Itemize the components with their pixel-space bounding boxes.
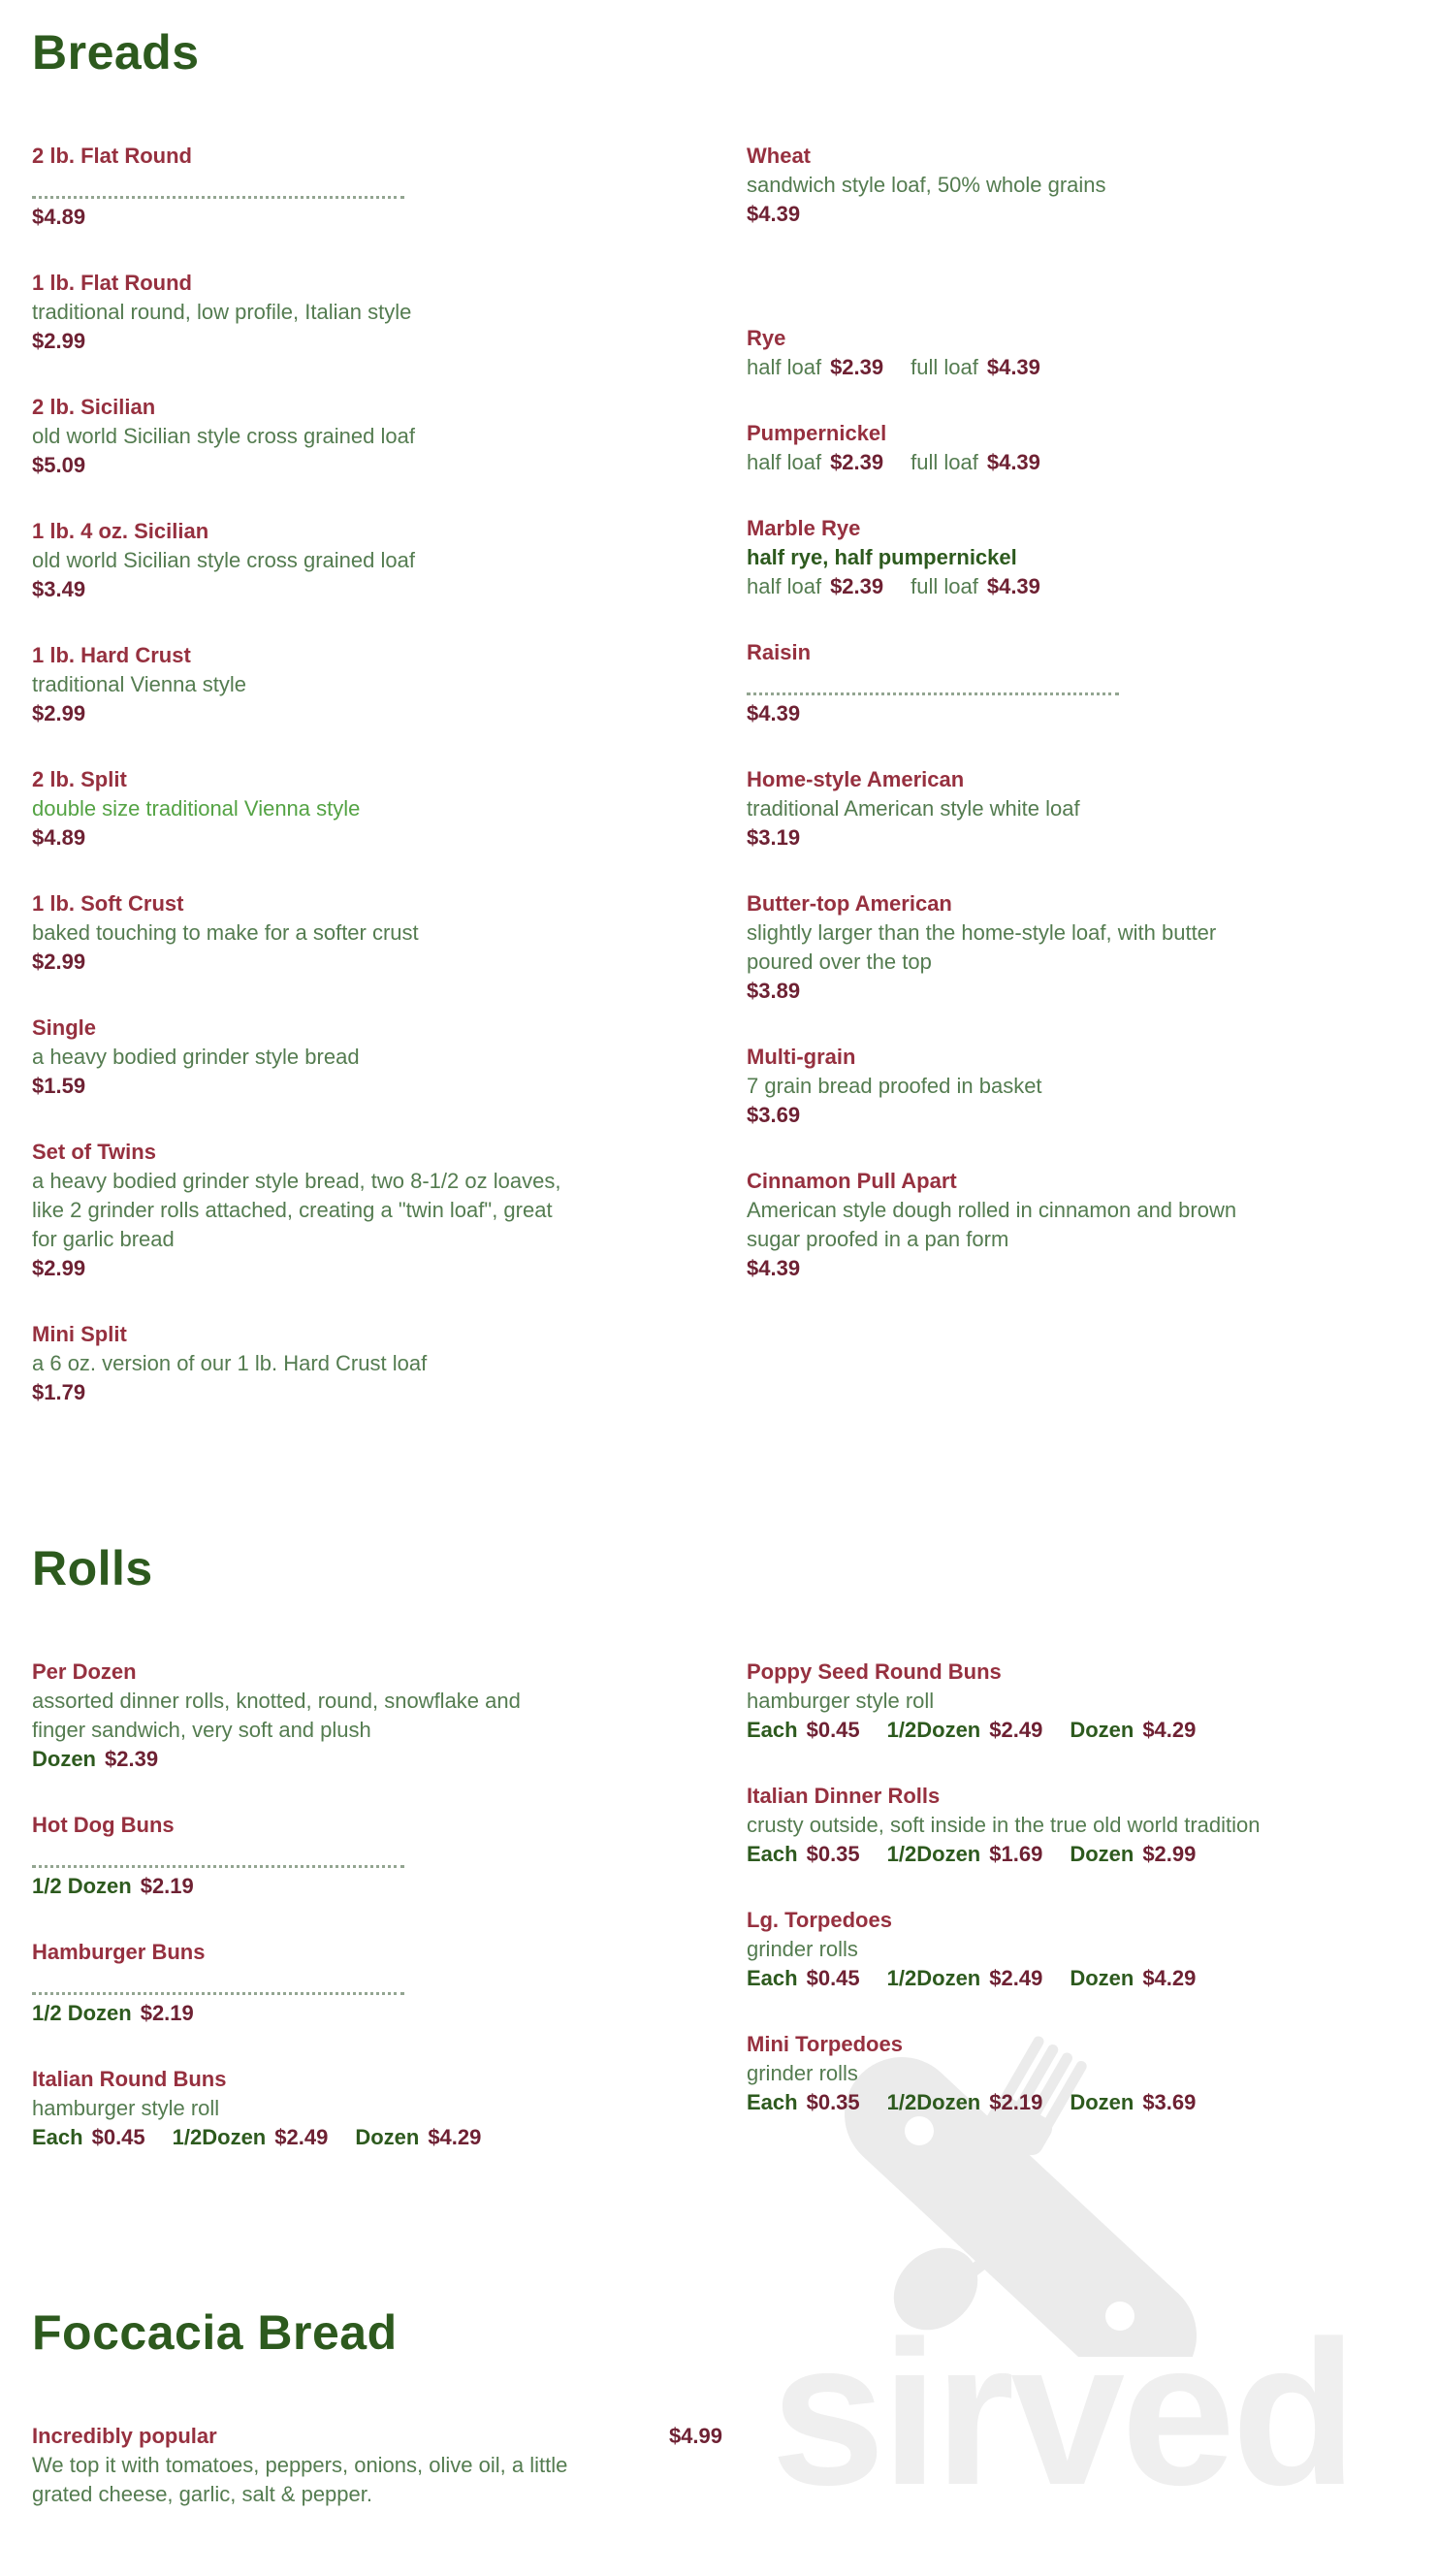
item-description: crusty outside, soft inside in the true old world tradition [747, 1813, 1261, 1837]
price-pair [911, 450, 1040, 474]
price-pair [32, 329, 85, 353]
price-value: $0.35 [806, 1842, 860, 1866]
item-name: 2 lb. Sicilian [32, 395, 156, 419]
price-pair [747, 202, 800, 226]
item-description: old world Sicilian style cross grained loaf [32, 548, 415, 572]
menu-item [747, 1906, 1387, 1993]
price-pair [32, 1747, 158, 1771]
price-line [747, 699, 1387, 728]
item-description: a 6 oz. version of our 1 lb. Hard Crust loaf [32, 1351, 428, 1375]
price-label: Each [747, 1718, 798, 1742]
price-pair [747, 1718, 860, 1742]
price-line [32, 451, 456, 480]
item-description: grinder rolls [747, 2061, 858, 2085]
price-line [32, 823, 456, 853]
price-label: full loaf [911, 450, 978, 474]
price-label: half loaf [747, 450, 822, 474]
item-description: old world Sicilian style cross grained loaf [32, 424, 415, 448]
price-line [747, 448, 1387, 477]
price-value: $2.19 [140, 2001, 194, 2025]
menu-item [32, 2065, 482, 2152]
item-description: like 2 grinder rolls attached, creating a "twin loaf", great [32, 1198, 553, 1222]
item-name: Raisin [747, 640, 812, 664]
item-name: Marble Rye [747, 516, 861, 540]
price-value: $0.35 [806, 2090, 860, 2114]
item-description: traditional round, low profile, Italian style [32, 300, 412, 324]
menu-item [32, 1811, 456, 1901]
item-description: We top it with tomatoes, peppers, onions, olive oil, a little [32, 2453, 568, 2477]
item-description: assorted dinner rolls, knotted, round, snowflake and [32, 1689, 521, 1713]
price-label: full loaf [911, 355, 978, 379]
price-label: Each [747, 1966, 798, 1990]
item-name: Home-style American [747, 767, 965, 791]
item-description: poured over the top [747, 950, 932, 974]
price-line [747, 200, 1387, 229]
item-name: 1 lb. Flat Round [32, 271, 192, 295]
menu-item [32, 142, 456, 232]
item-name: Lg. Torpedoes [747, 1908, 892, 1932]
item-name: 2 lb. Split [32, 767, 127, 791]
price-label: Dozen [1070, 1842, 1134, 1866]
price-line [747, 977, 1387, 1006]
item-name: Italian Dinner Rolls [747, 1784, 941, 1808]
price-value: $2.19 [140, 1874, 194, 1898]
price-value: $4.89 [32, 205, 86, 229]
price-line [32, 1072, 456, 1101]
price-label: half loaf [747, 574, 822, 598]
section-title-breads: Breads [32, 25, 200, 80]
item-description: 7 grain bread proofed in basket [747, 1074, 1042, 1098]
price-label: Dozen [355, 2125, 420, 2149]
item-description: half rye, half pumpernickel [747, 545, 1017, 569]
menu-item [747, 514, 1387, 601]
item-name: Rye [747, 326, 786, 350]
price-value: $3.49 [32, 577, 86, 601]
price-value: $3.89 [747, 979, 801, 1003]
price-pair [887, 1842, 1043, 1866]
price-line [747, 2088, 1387, 2117]
dotted-leader [747, 671, 1119, 695]
item-name: Wheat [747, 144, 811, 168]
price-value: $2.19 [989, 2090, 1043, 2114]
dotted-leader [32, 1971, 404, 1995]
dotted-leader [32, 175, 404, 199]
price-line [32, 2123, 482, 2152]
breads-right-column [747, 142, 1387, 1320]
menu-item [747, 1043, 1387, 1130]
menu-item [747, 1167, 1387, 1283]
item-name: Cinnamon Pull Apart [747, 1169, 957, 1193]
price-value: $0.45 [91, 2125, 145, 2149]
section-title-foccacia: Foccacia Bread [32, 2305, 398, 2360]
price-value: $2.99 [32, 329, 86, 353]
price-line [32, 948, 456, 977]
price-value: $4.89 [32, 825, 86, 850]
price-value: $4.39 [986, 574, 1040, 598]
price-pair [747, 1103, 800, 1127]
section-rolls [32, 1541, 1438, 2189]
price-line [747, 1716, 1387, 1745]
price-label: 1/2Dozen [886, 1718, 981, 1742]
menu-item [747, 638, 1387, 728]
item-name: Pumpernickel [747, 421, 887, 445]
price-pair [747, 1256, 800, 1280]
item-name: Mini Split [32, 1322, 127, 1346]
price-pair [32, 1874, 194, 1898]
item-name: 2 lb. Flat Round [32, 144, 192, 168]
menu-item [747, 889, 1387, 1006]
price-value: $4.29 [1142, 1966, 1197, 1990]
item-name: 1 lb. Hard Crust [32, 643, 191, 667]
price-pair [747, 2090, 860, 2114]
price-line [747, 823, 1387, 853]
foccacia-column [32, 2422, 722, 2546]
menu-item [32, 393, 456, 480]
price-value: $2.49 [274, 2125, 329, 2149]
rolls-right-column [747, 1658, 1387, 2154]
menu-item [32, 1320, 456, 1407]
price-label: 1/2Dozen [172, 2125, 267, 2149]
price-pair [355, 2125, 481, 2149]
item-name: Poppy Seed Round Buns [747, 1659, 1002, 1684]
item-description: hamburger style roll [747, 1689, 935, 1713]
item-name: Incredibly popular [32, 2424, 217, 2448]
menu-item [747, 142, 1387, 229]
menu-item [747, 2030, 1387, 2117]
price-line [32, 203, 456, 232]
item-name: Single [32, 1015, 97, 1040]
price-value: $2.49 [989, 1966, 1043, 1990]
price-value: $2.99 [1142, 1842, 1197, 1866]
price-pair [1070, 1842, 1196, 1866]
item-name: Hamburger Buns [32, 1940, 206, 1964]
item-name: Mini Torpedoes [747, 2032, 903, 2056]
menu-item [32, 641, 456, 728]
price-pair [747, 825, 800, 850]
price-pair [747, 979, 800, 1003]
item-name: Hot Dog Buns [32, 1813, 175, 1837]
price-value: $4.29 [1142, 1718, 1197, 1742]
menu-item [747, 1658, 1387, 1745]
section-foccacia [32, 2298, 1438, 2546]
item-description: hamburger style roll [32, 2096, 220, 2120]
price-line [32, 1999, 456, 2028]
price-line [747, 1254, 1387, 1283]
price-line [747, 572, 1387, 601]
price-label: Dozen [32, 1747, 96, 1771]
menu-item [747, 324, 1387, 382]
price-pair [1070, 1718, 1196, 1742]
item-description: a heavy bodied grinder style bread, two 8-1/2 oz loaves, [32, 1169, 561, 1193]
item-description: double size traditional Vienna style [32, 796, 361, 821]
price-line [747, 1840, 1387, 1869]
item-price: $4.99 [668, 2424, 722, 2448]
item-description: American style dough rolled in cinnamon and brown [747, 1198, 1237, 1222]
price-pair [32, 1074, 85, 1098]
menu-item [32, 1138, 561, 1283]
price-pair [747, 1966, 860, 1990]
menu-item [32, 765, 456, 853]
sirved-watermark: sirved [771, 2298, 1354, 2528]
price-label: 1/2 Dozen [32, 1874, 132, 1898]
rolls-left-column [32, 1658, 521, 2189]
price-pair [32, 701, 85, 725]
menu-item [747, 419, 1387, 477]
price-value: $3.69 [747, 1103, 801, 1127]
item-description: a heavy bodied grinder style bread [32, 1045, 360, 1069]
item-name: 1 lb. 4 oz. Sicilian [32, 519, 209, 543]
item-name: Per Dozen [32, 1659, 137, 1684]
dotted-leader [32, 1844, 404, 1868]
item-description: sandwich style loaf, 50% whole grains [747, 173, 1106, 197]
item-description: traditional American style white loaf [747, 796, 1080, 821]
price-pair [32, 453, 85, 477]
price-value: $4.39 [747, 1256, 801, 1280]
price-value: $0.45 [806, 1718, 860, 1742]
menu-item [32, 1938, 456, 2028]
price-value: $4.39 [747, 701, 801, 725]
price-value: $3.19 [747, 825, 801, 850]
price-line [32, 1254, 456, 1283]
price-value: $4.39 [747, 202, 801, 226]
price-pair [887, 2090, 1043, 2114]
price-value: $2.49 [989, 1718, 1043, 1742]
price-pair [32, 1380, 85, 1404]
item-name: Butter-top American [747, 891, 952, 916]
item-name: Set of Twins [32, 1140, 156, 1164]
price-pair [911, 574, 1040, 598]
item-description: sugar proofed in a pan form [747, 1227, 1009, 1251]
price-value: $4.39 [986, 450, 1040, 474]
item-description: finger sandwich, very soft and plush [32, 1718, 371, 1742]
price-line [32, 1745, 456, 1774]
menu-item [32, 889, 456, 977]
item-description: slightly larger than the home-style loaf, with butter [747, 920, 1217, 945]
price-pair [747, 450, 883, 474]
price-line [747, 1964, 1387, 1993]
price-label: Each [32, 2125, 83, 2149]
price-pair [32, 577, 85, 601]
price-label: Each [747, 2090, 798, 2114]
price-value: $2.39 [830, 355, 884, 379]
price-line [32, 1872, 456, 1901]
item-name: Italian Round Buns [32, 2067, 227, 2091]
item-description: baked touching to make for a softer crust [32, 920, 419, 945]
price-pair [1070, 1966, 1196, 1990]
menu-item [747, 1782, 1387, 1869]
price-value: $2.39 [830, 450, 884, 474]
price-label: 1/2Dozen [886, 2090, 981, 2114]
menu-item [32, 1014, 456, 1101]
price-value: $1.59 [32, 1074, 86, 1098]
price-value: $4.39 [986, 355, 1040, 379]
price-pair [173, 2125, 329, 2149]
item-description: grated cheese, garlic, salt & pepper. [32, 2482, 372, 2506]
price-pair [747, 701, 800, 725]
price-label: Dozen [1070, 1718, 1134, 1742]
price-label: 1/2Dozen [886, 1966, 981, 1990]
section-breads [32, 25, 1438, 1444]
price-value: $2.39 [105, 1747, 159, 1771]
price-label: 1/2 Dozen [32, 2001, 132, 2025]
price-pair [32, 2001, 194, 2025]
price-pair [747, 574, 883, 598]
price-pair [32, 205, 85, 229]
breads-left-column [32, 142, 561, 1444]
price-pair [887, 1966, 1043, 1990]
item-description: grinder rolls [747, 1937, 858, 1961]
menu-item [32, 2422, 722, 2509]
menu-item [32, 269, 456, 356]
price-value: $2.99 [32, 701, 86, 725]
price-value: $1.69 [989, 1842, 1043, 1866]
price-pair [32, 2125, 145, 2149]
price-value: $2.99 [32, 1256, 86, 1280]
price-line [32, 327, 456, 356]
price-label: Dozen [1070, 1966, 1134, 1990]
price-line [747, 353, 1387, 382]
price-value: $0.45 [806, 1966, 860, 1990]
price-label: half loaf [747, 355, 822, 379]
price-value: $4.29 [428, 2125, 482, 2149]
item-name: 1 lb. Soft Crust [32, 891, 184, 916]
price-pair [32, 950, 85, 974]
price-pair [747, 355, 883, 379]
price-line [32, 1378, 456, 1407]
price-value: $3.69 [1142, 2090, 1197, 2114]
price-value: $5.09 [32, 453, 86, 477]
price-line [32, 575, 456, 604]
price-label: Dozen [1070, 2090, 1134, 2114]
menu-item [32, 1658, 521, 1774]
price-value: $2.39 [830, 574, 884, 598]
price-pair [747, 1842, 860, 1866]
price-pair [887, 1718, 1043, 1742]
price-pair [1070, 2090, 1196, 2114]
item-description: traditional Vienna style [32, 672, 246, 696]
menu-item [32, 517, 456, 604]
price-value: $1.79 [32, 1380, 86, 1404]
item-name: Multi-grain [747, 1045, 856, 1069]
price-label: 1/2Dozen [886, 1842, 981, 1866]
price-pair [911, 355, 1040, 379]
price-line [747, 1101, 1387, 1130]
price-label: full loaf [911, 574, 978, 598]
price-pair [32, 1256, 85, 1280]
section-title-rolls: Rolls [32, 1541, 153, 1595]
price-pair [32, 825, 85, 850]
price-value: $2.99 [32, 950, 86, 974]
price-label: Each [747, 1842, 798, 1866]
menu-item [747, 765, 1387, 853]
price-line [32, 699, 456, 728]
item-description: for garlic bread [32, 1227, 175, 1251]
